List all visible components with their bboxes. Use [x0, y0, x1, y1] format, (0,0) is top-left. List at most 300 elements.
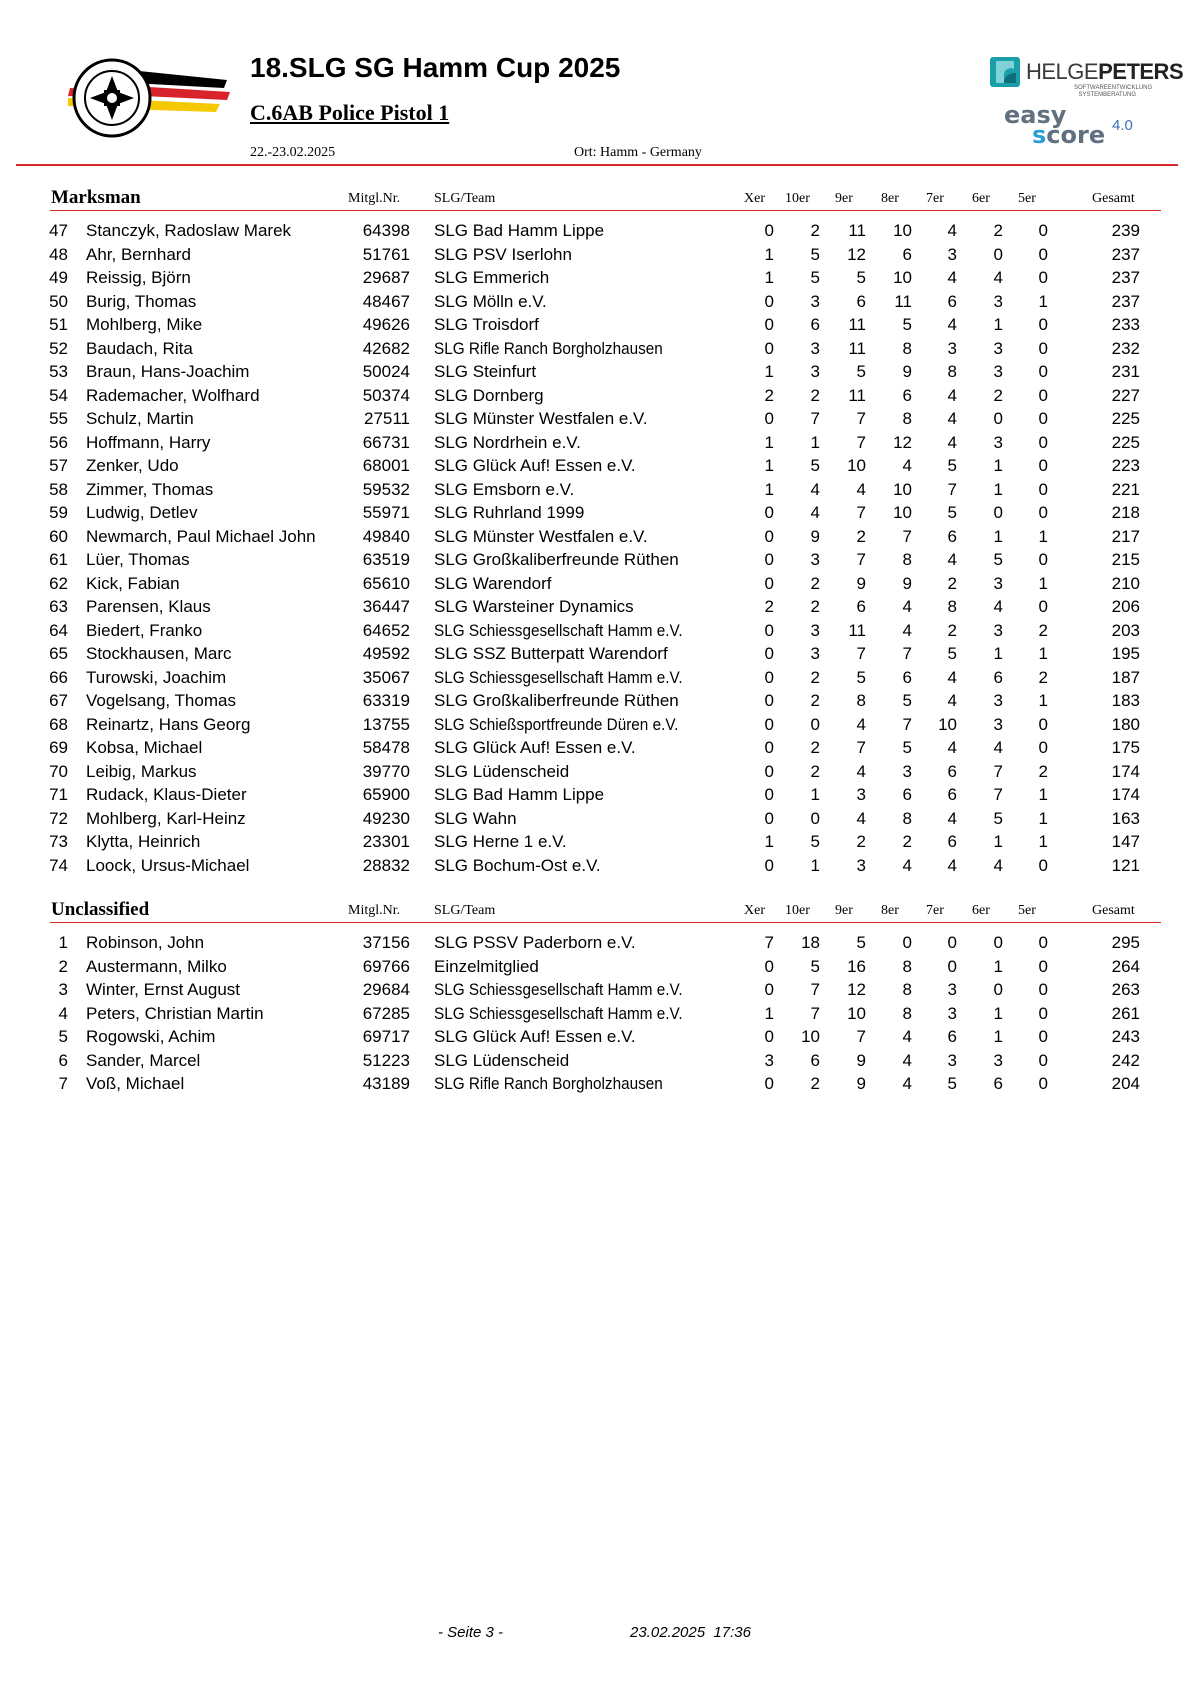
easyscore-score [1032, 123, 1105, 147]
total-score: 183 [1111, 691, 1140, 710]
tens-count: 2 [810, 738, 820, 757]
total-score: 174 [1111, 785, 1140, 804]
member-number: 48467 [362, 291, 410, 311]
nines-count: 2 [856, 832, 866, 851]
sixes-count: 1 [993, 315, 1003, 334]
tens-count: 4 [810, 479, 820, 499]
shooter-name: Peters, Christian Martin [86, 1003, 264, 1023]
sixes-count: 1 [993, 956, 1003, 976]
table-row [0, 621, 1191, 644]
sevens-count: 4 [947, 221, 957, 240]
tens-count: 3 [810, 550, 820, 569]
sevens-count: 7 [947, 479, 957, 499]
team-name: SLG Wahn [434, 808, 517, 828]
total-score: 239 [1111, 221, 1140, 240]
eights-count: 4 [902, 1027, 912, 1046]
total-score: 227 [1111, 385, 1140, 405]
eights-count: 5 [902, 691, 912, 710]
sixes-count: 0 [993, 933, 1003, 952]
fives-count: 0 [1038, 362, 1048, 381]
nines-count: 10 [847, 456, 866, 475]
table-row [0, 527, 1191, 550]
team-name: SLG Lüdenscheid [434, 1050, 570, 1070]
sevens-count: 6 [947, 291, 957, 311]
shooter-name: Vogelsang, Thomas [86, 691, 236, 710]
x-count: 0 [764, 714, 774, 734]
team-name: SLG Troisdorf [434, 315, 539, 334]
sixes-count: 4 [993, 597, 1003, 616]
eights-count: 7 [902, 526, 912, 546]
column-header-team: SLG/Team [434, 191, 496, 206]
fives-count: 1 [1038, 526, 1048, 546]
x-count: 0 [764, 808, 774, 828]
shooter-name: Mohlberg, Karl-Heinz [86, 808, 246, 828]
eights-count: 4 [902, 620, 912, 640]
table-row [0, 550, 1191, 573]
column-header-x: Xer [744, 191, 765, 206]
shooter-name: Leibig, Markus [86, 761, 197, 781]
sevens-count: 0 [947, 933, 957, 952]
sevens-count: 6 [947, 526, 957, 546]
total-score: 225 [1111, 409, 1140, 428]
easyscore-easy: easy [1004, 101, 1067, 129]
nines-count: 16 [847, 956, 866, 976]
shooter-name: Newmarch, Paul Michael John [86, 526, 316, 546]
fives-count: 2 [1038, 667, 1048, 687]
sevens-count: 6 [947, 832, 957, 851]
tens-count: 2 [810, 573, 820, 593]
nines-count: 9 [856, 1050, 866, 1070]
column-header-10: 10er [785, 191, 810, 206]
total-score: 233 [1111, 315, 1140, 334]
shooter-name: Rademacher, Wolfhard [86, 385, 260, 405]
table-row [0, 315, 1191, 338]
table-row [0, 715, 1191, 738]
shooter-name: Biedert, Franko [86, 620, 203, 640]
eights-count: 4 [902, 456, 912, 475]
total-score: 261 [1111, 1003, 1140, 1023]
sixes-count: 4 [993, 738, 1003, 757]
shooter-name: Braun, Hans-Joachim [86, 362, 250, 381]
helgepeters-mark-icon [990, 57, 1020, 87]
fives-count: 0 [1038, 315, 1048, 334]
total-score: 223 [1111, 456, 1140, 475]
event-title: 18.SLG SG Hamm Cup 2025 [250, 52, 621, 83]
sevens-count: 5 [947, 1074, 957, 1093]
shooter-name: Robinson, John [86, 933, 205, 952]
nines-count: 9 [856, 1074, 866, 1093]
table-row [0, 1004, 1191, 1027]
shooter-name: Reissig, Björn [86, 268, 191, 287]
shooter-name: Rogowski, Achim [86, 1027, 216, 1046]
member-number: 58478 [362, 738, 410, 757]
member-number: 64652 [362, 620, 410, 640]
total-score: 195 [1111, 644, 1140, 663]
team-name: SLG Warendorf [434, 573, 552, 593]
shooter-name: Burig, Thomas [86, 291, 197, 311]
helgepeters-easyscore-logo [990, 55, 1184, 150]
member-number: 49840 [362, 526, 410, 546]
sixes-count: 2 [993, 221, 1003, 240]
rank: 71 [49, 785, 68, 804]
sixes-count: 0 [993, 503, 1003, 522]
table-row [0, 957, 1191, 980]
rank: 5 [58, 1027, 68, 1046]
sixes-count: 5 [993, 808, 1003, 828]
rank: 48 [49, 244, 68, 264]
rank: 74 [49, 855, 68, 875]
shooter-name: Mohlberg, Mike [86, 315, 203, 334]
table-row [0, 644, 1191, 667]
rank: 53 [49, 362, 68, 381]
table-row [0, 1027, 1191, 1050]
shooter-name: Schulz, Martin [86, 409, 194, 428]
fives-count: 0 [1038, 933, 1048, 952]
eights-count: 9 [902, 362, 912, 381]
shooter-name: Stanczyk, Radoslaw Marek [86, 221, 292, 240]
team-name: SLG Glück Auf! Essen e.V. [434, 738, 636, 757]
sevens-count: 3 [947, 338, 957, 358]
sixes-count: 3 [993, 362, 1003, 381]
sevens-count: 3 [947, 1003, 957, 1023]
total-score: 232 [1111, 338, 1140, 358]
member-number: 50374 [362, 385, 410, 405]
rank: 1 [58, 933, 68, 952]
team-name: SLG PSV Iserlohn [434, 244, 572, 264]
tens-count: 2 [810, 597, 820, 616]
team-name: SLG Bad Hamm Lippe [434, 221, 605, 240]
table-row [0, 809, 1191, 832]
x-count: 0 [764, 338, 774, 358]
rank: 72 [49, 808, 68, 828]
unclassified-header [50, 899, 1161, 921]
eights-count: 10 [893, 221, 912, 240]
fives-count: 1 [1038, 691, 1048, 710]
eights-count: 8 [902, 980, 912, 999]
member-number: 43189 [362, 1074, 410, 1093]
sixes-count: 3 [993, 338, 1003, 358]
nines-count: 5 [856, 667, 866, 687]
x-count: 0 [764, 221, 774, 240]
column-header-8: 8er [881, 903, 899, 918]
table-row [0, 292, 1191, 315]
fives-count: 0 [1038, 714, 1048, 734]
team-name: SLG Warsteiner Dynamics [434, 597, 634, 616]
eights-count: 5 [902, 315, 912, 334]
nines-count: 11 [848, 385, 866, 405]
sevens-count: 8 [947, 597, 957, 616]
sevens-count: 5 [947, 456, 957, 475]
team-name: SLG PSSV Paderborn e.V. [434, 933, 636, 952]
sixes-count: 2 [993, 385, 1003, 405]
shooter-name: Reinartz, Hans Georg [86, 714, 251, 734]
rank: 68 [49, 714, 68, 734]
tens-count: 7 [810, 409, 820, 428]
rank: 7 [58, 1074, 68, 1093]
team-name: SLG Bad Hamm Lippe [434, 785, 605, 804]
sixes-count: 3 [993, 291, 1003, 311]
rank: 70 [49, 761, 68, 781]
table-row [0, 362, 1191, 385]
tens-count: 1 [810, 785, 820, 804]
nines-count: 11 [848, 338, 866, 358]
rank: 61 [49, 550, 68, 569]
rank: 50 [49, 291, 68, 311]
tens-count: 5 [810, 244, 820, 264]
sixes-count: 1 [993, 1003, 1003, 1023]
nines-count: 5 [856, 362, 866, 381]
tens-count: 1 [810, 432, 820, 452]
table-row [0, 691, 1191, 714]
shooter-name: Voß, Michael [86, 1074, 185, 1093]
sevens-count: 4 [947, 738, 957, 757]
tens-count: 2 [810, 221, 820, 240]
easyscore-version: 4.0 [1112, 117, 1133, 134]
shooter-name: Hoffmann, Harry [86, 432, 211, 452]
rank: 2 [58, 956, 68, 976]
sevens-count: 6 [947, 785, 957, 804]
table-row [0, 933, 1191, 956]
marksman-header [50, 187, 1161, 209]
eights-count: 10 [893, 268, 912, 287]
rank: 49 [49, 268, 68, 287]
x-count: 0 [764, 526, 774, 546]
sixes-count: 1 [993, 644, 1003, 663]
member-number: 49626 [362, 315, 410, 334]
total-score: 237 [1111, 244, 1140, 264]
nines-count: 11 [848, 315, 866, 334]
nines-count: 7 [856, 432, 866, 452]
tens-count: 6 [810, 1050, 820, 1070]
brand-name-peters: PETERS [1098, 59, 1184, 84]
tens-count: 3 [810, 338, 820, 358]
x-count: 0 [764, 503, 774, 522]
total-score: 295 [1111, 933, 1140, 952]
team-name: SLG Ruhrland 1999 [434, 503, 585, 522]
total-score: 187 [1111, 667, 1140, 687]
column-header-total: Gesamt [1092, 903, 1135, 918]
tens-count: 2 [810, 1074, 820, 1093]
rank: 62 [49, 573, 68, 593]
nines-count: 6 [856, 597, 866, 616]
x-count: 0 [764, 738, 774, 757]
member-number: 42682 [362, 338, 410, 358]
total-score: 221 [1111, 479, 1140, 499]
sixes-count: 1 [993, 479, 1003, 499]
tens-count: 5 [810, 832, 820, 851]
member-number: 39770 [362, 761, 410, 781]
fives-count: 0 [1038, 597, 1048, 616]
sevens-count: 5 [947, 644, 957, 663]
sevens-count: 2 [947, 573, 957, 593]
rank: 73 [49, 832, 68, 851]
fives-count: 1 [1038, 808, 1048, 828]
rank: 69 [49, 738, 68, 757]
sixes-count: 3 [993, 1050, 1003, 1070]
table-row [0, 268, 1191, 291]
team-name: SLG Rifle Ranch Borgholzhausen [434, 338, 663, 358]
member-number: 59532 [362, 479, 410, 499]
nines-count: 2 [856, 526, 866, 546]
team-name: SLG Großkaliberfreunde Rüthen [434, 550, 679, 569]
tens-count: 5 [810, 956, 820, 976]
column-header-10: 10er [785, 903, 810, 918]
sevens-count: 3 [947, 1050, 957, 1070]
table-row [0, 738, 1191, 761]
sevens-count: 10 [938, 714, 957, 734]
header-divider [16, 164, 1178, 166]
team-name: SLG Schiessgesellschaft Hamm e.V. [434, 1003, 683, 1023]
shooter-name: Rudack, Klaus-Dieter [86, 785, 247, 804]
shooter-name: Baudach, Rita [86, 338, 193, 358]
team-name: Einzelmitglied [434, 956, 539, 976]
rank: 67 [49, 691, 68, 710]
column-header-7: 7er [926, 191, 944, 206]
page-number: - Seite 3 - [438, 1624, 504, 1641]
tens-count: 2 [810, 385, 820, 405]
x-count: 2 [764, 597, 774, 616]
nines-count: 7 [856, 550, 866, 569]
table-row [0, 762, 1191, 785]
eights-count: 5 [902, 738, 912, 757]
event-date: 22.-23.02.2025 [250, 145, 336, 160]
member-number: 69717 [362, 1027, 410, 1046]
table-row [0, 668, 1191, 691]
member-number: 29687 [362, 268, 410, 287]
member-number: 35067 [362, 667, 410, 687]
rank: 52 [49, 338, 68, 358]
shooter-name: Turowski, Joachim [86, 667, 227, 687]
fives-count: 1 [1038, 644, 1048, 663]
x-count: 1 [764, 268, 774, 287]
shooter-name: Kobsa, Michael [86, 738, 203, 757]
event-location: Ort: Hamm - Germany [574, 145, 702, 160]
eights-count: 10 [893, 503, 912, 522]
member-number: 64398 [362, 221, 410, 240]
team-name: SLG SSZ Butterpatt Warendorf [434, 644, 668, 663]
member-number: 63519 [362, 550, 410, 569]
table-row [0, 1074, 1191, 1097]
sevens-count: 4 [947, 808, 957, 828]
total-score: 243 [1111, 1027, 1140, 1046]
total-score: 217 [1111, 526, 1140, 546]
tens-count: 10 [801, 1027, 820, 1046]
total-score: 121 [1111, 855, 1140, 875]
eights-count: 2 [902, 832, 912, 851]
team-name: SLG Lüdenscheid [434, 761, 570, 781]
team-name: SLG Schiessgesellschaft Hamm e.V. [434, 667, 683, 687]
team-name: SLG Münster Westfalen e.V. [434, 526, 648, 546]
sevens-count: 4 [947, 268, 957, 287]
x-count: 1 [764, 832, 774, 851]
fives-count: 0 [1038, 409, 1048, 428]
team-name: SLG Rifle Ranch Borgholzhausen [434, 1074, 663, 1093]
sixes-count: 0 [993, 244, 1003, 264]
column-header-x: Xer [744, 903, 765, 918]
sixes-count: 1 [993, 1027, 1003, 1046]
eights-count: 8 [902, 409, 912, 428]
total-score: 218 [1111, 503, 1140, 522]
fives-count: 0 [1038, 268, 1048, 287]
total-score: 203 [1111, 620, 1140, 640]
tens-count: 0 [810, 714, 820, 734]
x-count: 0 [764, 315, 774, 334]
table-row [0, 221, 1191, 244]
shooter-name: Ahr, Bernhard [86, 244, 191, 264]
fives-count: 0 [1038, 244, 1048, 264]
sixes-count: 7 [993, 761, 1003, 781]
total-score: 180 [1111, 714, 1140, 734]
rank: 55 [49, 409, 68, 428]
sevens-count: 4 [947, 432, 957, 452]
member-number: 50024 [362, 362, 410, 381]
table-row [0, 574, 1191, 597]
sevens-count: 4 [947, 855, 957, 875]
total-score: 163 [1111, 808, 1140, 828]
total-score: 147 [1111, 832, 1140, 851]
column-header-total: Gesamt [1092, 191, 1135, 206]
fives-count: 0 [1038, 338, 1048, 358]
sixes-count: 4 [993, 855, 1003, 875]
tens-count: 2 [810, 667, 820, 687]
rank: 6 [58, 1050, 68, 1070]
team-name: SLG Emsborn e.V. [434, 479, 575, 499]
fives-count: 1 [1038, 291, 1048, 311]
brand-tagline: SOFTWAREENTWICKLUNG SYSTEMBERATUNG [1074, 85, 1153, 98]
rank: 65 [49, 644, 68, 663]
marksman-divider [50, 210, 1161, 211]
member-number: 37156 [362, 933, 410, 952]
tens-count: 3 [810, 644, 820, 663]
tens-count: 3 [810, 620, 820, 640]
sixes-count: 3 [993, 714, 1003, 734]
fives-count: 0 [1038, 956, 1048, 976]
total-score: 225 [1111, 432, 1140, 452]
fives-count: 0 [1038, 1003, 1048, 1023]
tens-count: 7 [810, 980, 820, 999]
sevens-count: 3 [947, 980, 957, 999]
table-row [0, 409, 1191, 432]
team-name: SLG Mölln e.V. [434, 291, 547, 311]
member-number: 51223 [362, 1050, 410, 1070]
eights-count: 10 [893, 479, 912, 499]
nines-count: 4 [856, 479, 866, 499]
brand-name-helge: HELGE [1026, 59, 1099, 84]
x-count: 1 [764, 362, 774, 381]
tens-count: 9 [810, 526, 820, 546]
total-score: 237 [1111, 291, 1140, 311]
nines-count: 11 [848, 620, 866, 640]
team-name: SLG Schießsportfreunde Düren e.V. [434, 714, 679, 734]
shooter-name: Sander, Marcel [86, 1050, 201, 1070]
fives-count: 0 [1038, 550, 1048, 569]
print-timestamp: 23.02.2025 17:36 [630, 1624, 751, 1641]
fives-count: 0 [1038, 1027, 1048, 1046]
sixes-count: 1 [993, 832, 1003, 851]
sixes-count: 7 [993, 785, 1003, 804]
x-count: 1 [764, 432, 774, 452]
eights-count: 8 [902, 1003, 912, 1023]
fives-count: 2 [1038, 620, 1048, 640]
shooter-name: Stockhausen, Marc [86, 644, 232, 663]
column-header-8: 8er [881, 191, 899, 206]
easyscore-score-rest: core [1046, 121, 1106, 149]
eights-count: 0 [902, 933, 912, 952]
nines-count: 12 [847, 980, 866, 999]
eights-count: 4 [902, 1074, 912, 1093]
member-number: 65900 [362, 785, 410, 804]
x-count: 1 [764, 456, 774, 475]
